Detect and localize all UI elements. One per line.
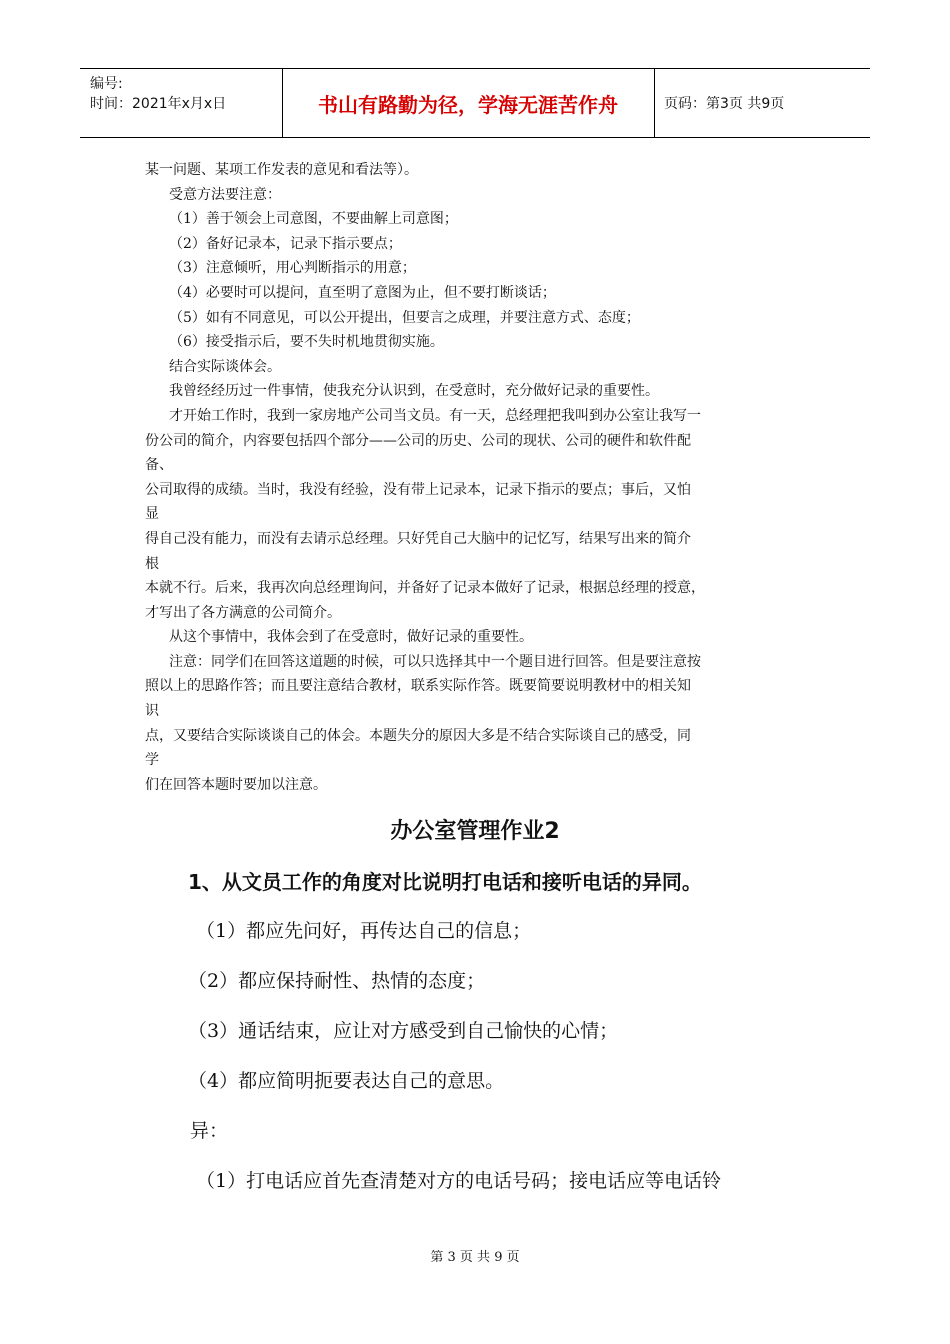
body-line: 根 [145, 555, 159, 572]
body-line: 显 [145, 506, 159, 523]
body-line: 识 [145, 703, 159, 720]
body-line: （3）注意倾听，用心判断指示的用意； [169, 260, 416, 277]
answer-item: （1）打电话应首先查清楚对方的电话号码；接电话应等电话铃 [196, 1170, 722, 1192]
body-line: 本就不行。后来，我再次向总经理询问，并备好了记录本做好了记录，根据总经理的授意， [145, 580, 705, 597]
body-line: （4）必要时可以提问，直至明了意图为止，但不要打断谈话； [169, 284, 556, 301]
body-line: 备、 [145, 457, 173, 474]
answer-item: （2）都应保持耐性、热情的态度； [188, 970, 486, 992]
section-title: 办公室管理作业2 [390, 819, 560, 844]
body-line: （2）备好记录本，记录下指示要点； [169, 235, 402, 252]
motto: 书山有路勤为径，学海无涯苦作舟 [282, 69, 655, 137]
body-line: 公司取得的成绩。当时，我没有经验，没有带上记录本，记录下指示的要点；事后，又怕 [145, 481, 691, 498]
header-info-cell [80, 69, 283, 137]
body-line: 结合实际谈体会。 [169, 358, 281, 375]
body-line: 我曾经经历过一件事情，使我充分认识到，在受意时，充分做好记录的重要性。 [169, 383, 659, 400]
body-line: 受意方法要注意： [169, 186, 281, 203]
body-line: 照以上的思路作答；而且要注意结合教材，联系实际作答。既要简要说明教材中的相关知 [145, 678, 691, 695]
body-line: 学 [145, 752, 159, 769]
body-text [145, 158, 810, 797]
body-line: 从这个事情中，我体会到了在受意时，做好记录的重要性。 [169, 629, 533, 646]
number-label: 编号: [90, 76, 123, 92]
body-line: 某一问题、某项工作发表的意见和看法等）。 [145, 162, 418, 178]
question-heading: 1、从文员工作的角度对比说明打电话和接听电话的异同。 [188, 870, 702, 894]
body-line: 们在回答本题时要加以注意。 [145, 776, 327, 793]
body-line: 点，又要结合实际谈谈自己的体会。本题失分的原因大多是不结合实际谈自己的感受，同 [145, 727, 691, 744]
body-line: 得自己没有能力，而没有去请示总经理。只好凭自己大脑中的记忆写，结果写出来的简介 [145, 530, 691, 547]
body-line: （6）接受指示后，要不失时机地贯彻实施。 [169, 334, 444, 351]
page-indicator: 页码：第3页 共9页 [664, 96, 785, 112]
body-line: 才开始工作时，我到一家房地产公司当文员。有一天，总经理把我叫到办公室让我写一 [169, 407, 701, 424]
body-line: （1）善于领会上司意图，不要曲解上司意图； [169, 211, 458, 228]
header-table [80, 68, 870, 138]
answer-item: （4）都应简明扼要表达自己的意思。 [188, 1070, 505, 1092]
date-label: 时间：2021年x月x日 [90, 96, 227, 112]
body-line: 注意：同学们在回答这道题的时候，可以只选择其中一个题目进行回答。但是要注意按 [169, 653, 701, 670]
body-line: （5）如有不同意见，可以公开提出，但要言之成理，并要注意方式、态度； [169, 309, 640, 326]
body-line: 份公司的简介，内容要包括四个部分——公司的历史、公司的现状、公司的硬件和软件配 [145, 432, 691, 449]
answer-item: （3）通话结束，应让对方感受到自己愉快的心情； [188, 1020, 619, 1042]
body-line: 才写出了各方满意的公司简介。 [145, 604, 341, 621]
answer-item: 异： [190, 1120, 229, 1142]
page-footer: 第 3 页 共 9 页 [430, 1250, 520, 1265]
answer-item: （1）都应先问好，再传达自己的信息； [196, 920, 532, 942]
